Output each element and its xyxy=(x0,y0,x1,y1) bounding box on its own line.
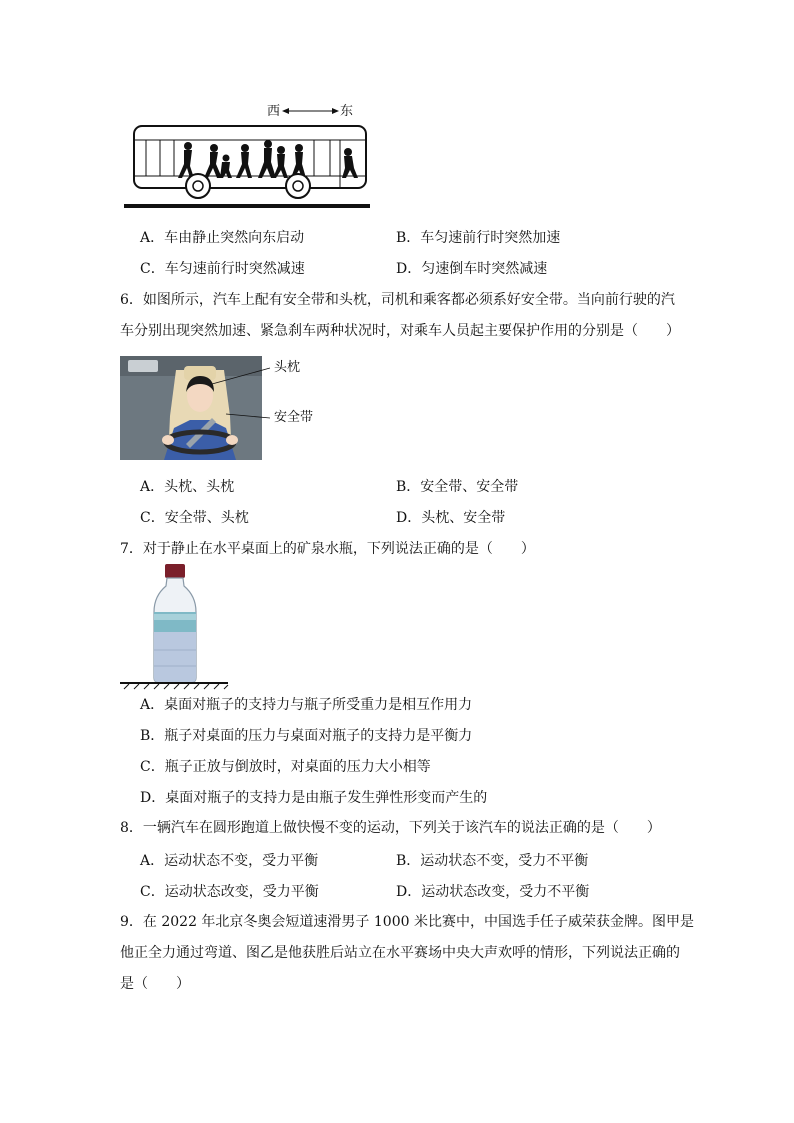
q8-stem-line1: 8．一辆汽车在圆形跑道上做快慢不变的运动，下列关于该汽车的说法正确的是（ ） xyxy=(120,820,661,836)
q9-stem-line3: 是（ ） xyxy=(120,976,190,992)
bus-figure xyxy=(118,98,374,214)
q6-option-b: B．安全带、安全带 xyxy=(396,479,519,495)
q7-stem-line1: 7．对于静止在水平桌面上的矿泉水瓶，下列说法正确的是（ ） xyxy=(120,541,535,557)
q7-option-b: B．瓶子对桌面的压力与桌面对瓶子的支持力是平衡力 xyxy=(140,728,473,744)
q9-stem-line1: 9．在 2022 年北京冬奥会短道速滑男子 1000 米比赛中，中国选手任子威荣获金牌。图甲是 xyxy=(120,914,694,930)
q7-stem xyxy=(120,534,680,565)
direction-west-label: 西 xyxy=(267,104,281,119)
q6-option-a: A．头枕、头枕 xyxy=(140,479,235,495)
q8-option-d: D．运动状态改变，受力不平衡 xyxy=(396,884,590,900)
q5-option-a: A．车由静止突然向东启动 xyxy=(140,230,305,246)
seatbelt-label: 安全带 xyxy=(274,410,314,425)
q7-option-a: A．桌面对瓶子的支持力与瓶子所受重力是相互作用力 xyxy=(140,697,473,713)
q9-stem-line2: 他正全力通过弯道、图乙是他获胜后站立在水平赛场中央大声欢呼的情形，下列说法正确的 xyxy=(120,945,680,961)
q8-stem xyxy=(120,813,680,844)
q5-option-b: B．车匀速前行时突然加速 xyxy=(396,230,561,246)
q6-stem-line1: 6．如图所示，汽车上配有安全带和头枕，司机和乘客都必须系好安全带。当向前行驶的汽 xyxy=(120,292,675,308)
q6-stem-line2: 车分别出现突然加速、紧急刹车两种状况时，对乘车人员起主要保护作用的分别是（ ） xyxy=(120,323,680,339)
q6-option-d: D．头枕、安全带 xyxy=(396,510,506,526)
direction-east-label: 东 xyxy=(340,104,354,119)
q5-option-d: D．匀速倒车时突然减速 xyxy=(396,261,548,277)
q5-option-c: C．车匀速前行时突然减速 xyxy=(140,261,305,277)
q6-stem xyxy=(120,285,680,347)
water-bottle-figure xyxy=(120,562,230,690)
q8-option-a: A．运动状态不变，受力平衡 xyxy=(140,853,319,869)
q8-option-b: B．运动状态不变，受力不平衡 xyxy=(396,853,589,869)
q6-option-c: C．安全带、头枕 xyxy=(140,510,249,526)
water-bottle-drawing xyxy=(120,562,230,690)
q7-option-d: D．桌面对瓶子的支持力是由瓶子发生弹性形变而产生的 xyxy=(140,790,488,806)
driver-figure xyxy=(120,356,330,460)
q9-stem xyxy=(120,907,694,1000)
q8-option-c: C．运动状态改变，受力平衡 xyxy=(140,884,319,900)
bus-drawing xyxy=(118,98,374,214)
q7-option-c: C．瓶子正放与倒放时，对桌面的压力大小相等 xyxy=(140,759,431,775)
headrest-label: 头枕 xyxy=(274,360,301,375)
